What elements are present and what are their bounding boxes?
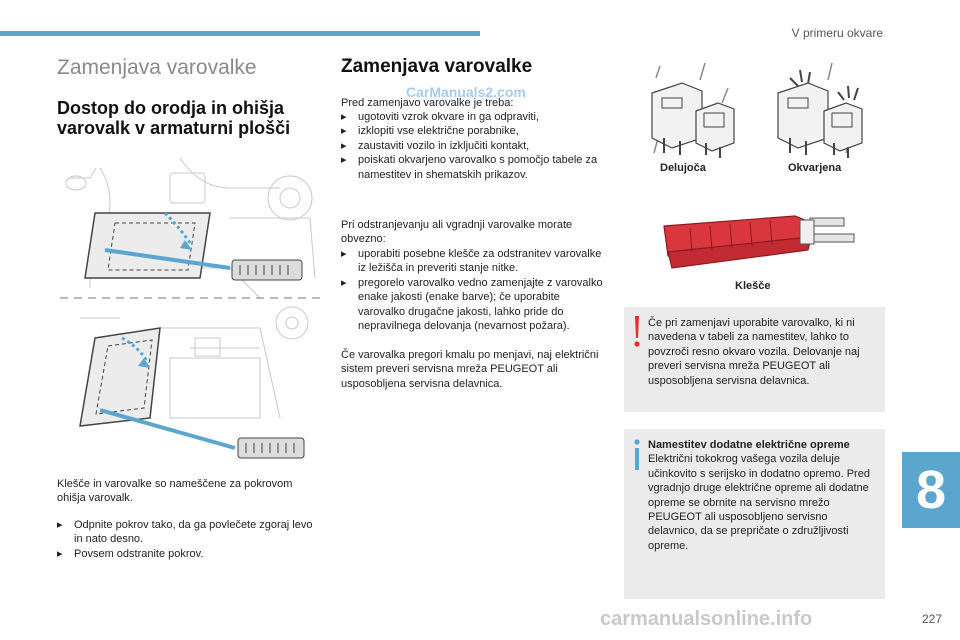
info-box-content <box>648 438 880 553</box>
info-icon <box>632 439 642 471</box>
info-text: Električni tokokrog vašega vozila deluje učinkovito s serijsko in dodatno opremo. Pred vgradnjo druge električne opreme ali dodatne opreme se obrnite na servisno mrežo PEUGEOT ali usposobljeno servisno delavnico, da se prepričate o združljivosti opreme. <box>648 453 870 552</box>
list-item: ▸ poiskati okvarjeno varovalko s pomočjo tabele za namestitev in shematskih prikazov. <box>341 153 603 182</box>
header-accent-bar <box>0 31 480 36</box>
footer-watermark: carmanualsonline.info <box>600 608 813 630</box>
fuse-bad-label: Okvarjena <box>788 162 842 174</box>
warning-text: Če pri zamenjavi uporabite varovalko, ki ni navedena v tabeli za namestitev, lahko to povzroči resno okvaro vozila. Delovanje naj preveri servisna mreža PEUGEOT ali usposobljena servisna delavnica. <box>648 317 860 387</box>
info-title: Namestitev dodatne električne opreme <box>648 439 850 451</box>
dashboard-fusebox-illustration <box>60 158 322 468</box>
intro-text: Pred zamenjavo varovalke je treba: <box>341 97 514 109</box>
list-item: ▸ uporabiti posebne klešče za odstranitev varovalke iz ležišča in preveriti stanje nitke. <box>341 247 603 276</box>
pliers-label: Klešče <box>735 280 771 292</box>
section-title: V primeru okvare <box>791 26 883 40</box>
section-title-middle: Zamenjava varovalke <box>341 56 533 77</box>
list-item: ▸ zaustaviti vozilo in izključiti kontakt, <box>341 139 603 153</box>
list-item: ▸ ugotoviti vzrok okvare in ga odpraviti, <box>341 110 603 124</box>
list-item: ▸ Povsem odstranite pokrov. <box>57 547 319 561</box>
section-subtitle: Dostop do orodja in ohišja varovalk v armaturni plošči <box>57 98 291 138</box>
warning-icon <box>632 316 642 348</box>
list-item: ▸ Odpnite pokrov tako, da ga povlečete zgoraj levo in nato desno. <box>57 518 319 547</box>
page-title: Zamenjava varovalke <box>57 56 257 79</box>
fuse-ok-label: Delujoča <box>660 162 706 174</box>
watermark: CarManuals2.com <box>406 84 526 100</box>
list-item: ▸ izklopiti vse električne porabnike, <box>341 124 603 138</box>
intro2-text: Pri odstranjevanju ali vgradnji varovalke morate obvezno: <box>341 219 573 246</box>
left-caption: Klešče in varovalke so nameščene za pokrovom ohišja varovalk. <box>57 478 293 505</box>
pliers-illustration <box>660 208 860 274</box>
closing-text: Če varovalka pregori kmalu po menjavi, naj električni sistem preveri servisna mreža PEUGEOT ali usposobljena servisna delavnica. <box>341 349 599 390</box>
pre-steps-list <box>341 110 603 182</box>
list-item: ▸ pregorelo varovalko vedno zamenjajte z varovalko enake jakosti (enake barve); če uporabite varovalko drugačne jakosti, lahko pride do nepravilnega delovanja (nevarnost požara). <box>341 276 603 334</box>
chapter-tab: 8 <box>902 452 960 528</box>
page-number: 227 <box>921 612 942 626</box>
must-steps-list <box>341 247 603 333</box>
left-steps <box>57 518 319 561</box>
